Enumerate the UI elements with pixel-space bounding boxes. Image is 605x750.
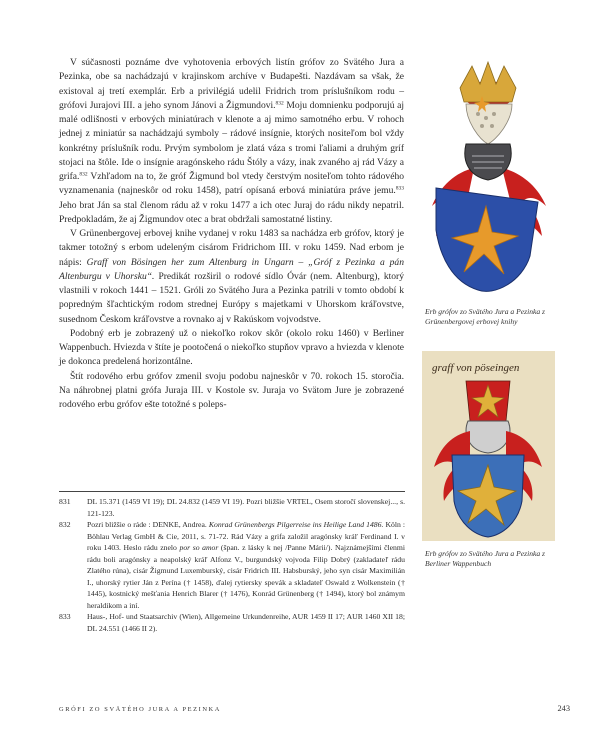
coat-of-arms-berliner-wappenbuch-image [422,351,555,541]
footnote [59,611,405,634]
wappen-banner-text: graff von pöseingen [432,362,520,374]
footnote-number: 831 [59,497,71,506]
crest-bust [466,104,512,144]
footnote-text: Pozri bližšie o ráde : DENKE, Andrea. Konrad Grünenbergs Pilgerreise ins Heilige Land 1486. Köln : Böhlau Verlag GmbH & Cie, 2011, s. 71-72. Rád Vázy a grifa založil aragónsky kráľ Ferdinand I. v roku 1403. Heslo rádu znelo por so amor (špan. z lásky k nej /Panne Márii/). Najznámejšími členmi rádu boli aragónsky a neapolský kráľ Alfonz V., burgundský vojvoda Filip Dobrý (zakladateľ rádu Zlatého rúna), cisár Žigmund Luxemburský, cisár Fridrich III. Habsburský, jeho syn cisár Maximilián I., uhorský rytier Ján z Perína († 1458), ďalej rytiersky spevák a skladateľ Oswald z Wolkenstein († 1445), kostnický mešťania Henrich Blarer († 1476), Konrád Grünenberg († 1494), ktorý bol známym heraldikom a iní. [87,520,406,610]
main-text [59,56,404,412]
running-head: GRÓFI ZO SVÄTÉHO JURA A PEZINKA [59,706,221,713]
paragraph: V súčasnosti poznáme dve vyhotovenia erbových listín grófov zo Svätého Jura a Pezinka, obe sa nachádzajú v krajinskom archíve v Budapešti. Nazdávam sa však, že existoval aj tretí exemplár. Erb a privilégiá udelil Fridrich trom príslušníkom rodu – grófovi Jurajovi III. a jeho synom Jánovi a Žigmundovi.$^{832}$ Moju domnienku podporujú aj malé odlišnosti v erbových miniatúrach v klenote a aj mimo samotného erbu. V rohoch jednej z miniatúr sa nachádzajú symboly – rádové insígnie, ktorých nositeľom bol vždy konkrétny príslušník rodu. Prvým symbolom je zlatá váza s tromi ľaliami a druhým gríf stojaci na štôle. Ide o insígnie aragónskeho rádu Štóly a vázy, inak zvaného aj rád Vázy a grifa.$^{832}$ Vzhľadom na to, že gróf Žigmund bol vtedy čerstvým nositeľom tohto rádového vyznamenania (najneskôr od roku 1458), patrí opísaná erbová miniatúra práve jemu.$^{833}$ Jeho brat Ján sa stal členom rádu až v roku 1477 a ich otec Juraj do rádu nikdy nepatril. Predpokladám, že aj Žigmundov otec a brat obdržali samostatné listiny. [59,57,404,225]
crest-crown-gold [460,62,516,102]
footnote-text: DL 15.371 (1459 VI 19); DL 24.832 (1459 VI 19). Pozri bližšie VRTEL, Osem storočí slovenskej..., s. 121-123. [87,497,405,518]
footnote-divider [59,491,405,492]
footnote-ref[interactable]: 832 [79,171,88,178]
coat-of-arms-grunenberg-image [422,60,555,296]
footnote-number: 832 [59,520,71,530]
footnote-ref[interactable]: 833 [395,185,404,192]
figure-caption: Erb grófov zo Svätého Jura a Pezinka z Grünenbergovej erbovej knihy [425,307,546,326]
footnote-number: 833 [59,612,71,622]
figure-caption: Erb grófov zo Svätého Jura a Pezinka z Berliner Wappenbuch [425,549,546,568]
footnotes [59,496,405,635]
footnote [59,496,405,519]
footnote [59,519,405,611]
footnote-ref[interactable]: 832 [275,100,284,107]
paragraph: Podobný erb je zobrazený už o niekoľko rokov skôr (okolo roku 1460) v Berliner Wappenbuch. Hviezda v štíte je pootočená o niekoľko stupňov vpravo a hviezda v klenote je dokonca predelená horizontálne. [59,327,404,368]
paragraph: Štít rodového erbu grófov zmenil svoju podobu najneskôr v 70. rokoch 15. storočia. Na náhrobnej platni grófa Juraja III. v Kostole sv. Juraja vo Svätom Jure je zobrazené rodového erbu grófov ešte totožné s poleps- [59,370,404,410]
footnote-text: Haus-, Hof- und Staatsarchiv (Wien), Allgemeine Urkundenreihe, AUR 1459 II 17; AUR 1460 XII 18; DL 24.551 (1466 II 2). [87,612,405,634]
paragraph: V Grünenbergovej erbovej knihe vydanej v roku 1483 sa nachádza erb grófov, ktorý je takmer totožný s erbom udeleným cisárom Fridrichom III. v roku 1459. Nad erbom je nápis: Graff von Bösingen her zum Altenburg in Ungarn – „Gróf z Pezinka a pán Altenburgu v Uhorsku“. Predikát rozširil o rodové sídlo Óvár (nem. Altenburg), ktorý vlastnili v rokoch 1441 – 1521. Gróli zo Svätého Jura a Pezinka patrili v tomto období k popredným šľachtickým rodom strednej Európy s majetkami v Uhorskom kráľovstve, susednom Českom kráľovstve a rovnako aj v Rakúskom vojvodstve. [59,228,404,325]
page-number: 243 [557,704,570,713]
